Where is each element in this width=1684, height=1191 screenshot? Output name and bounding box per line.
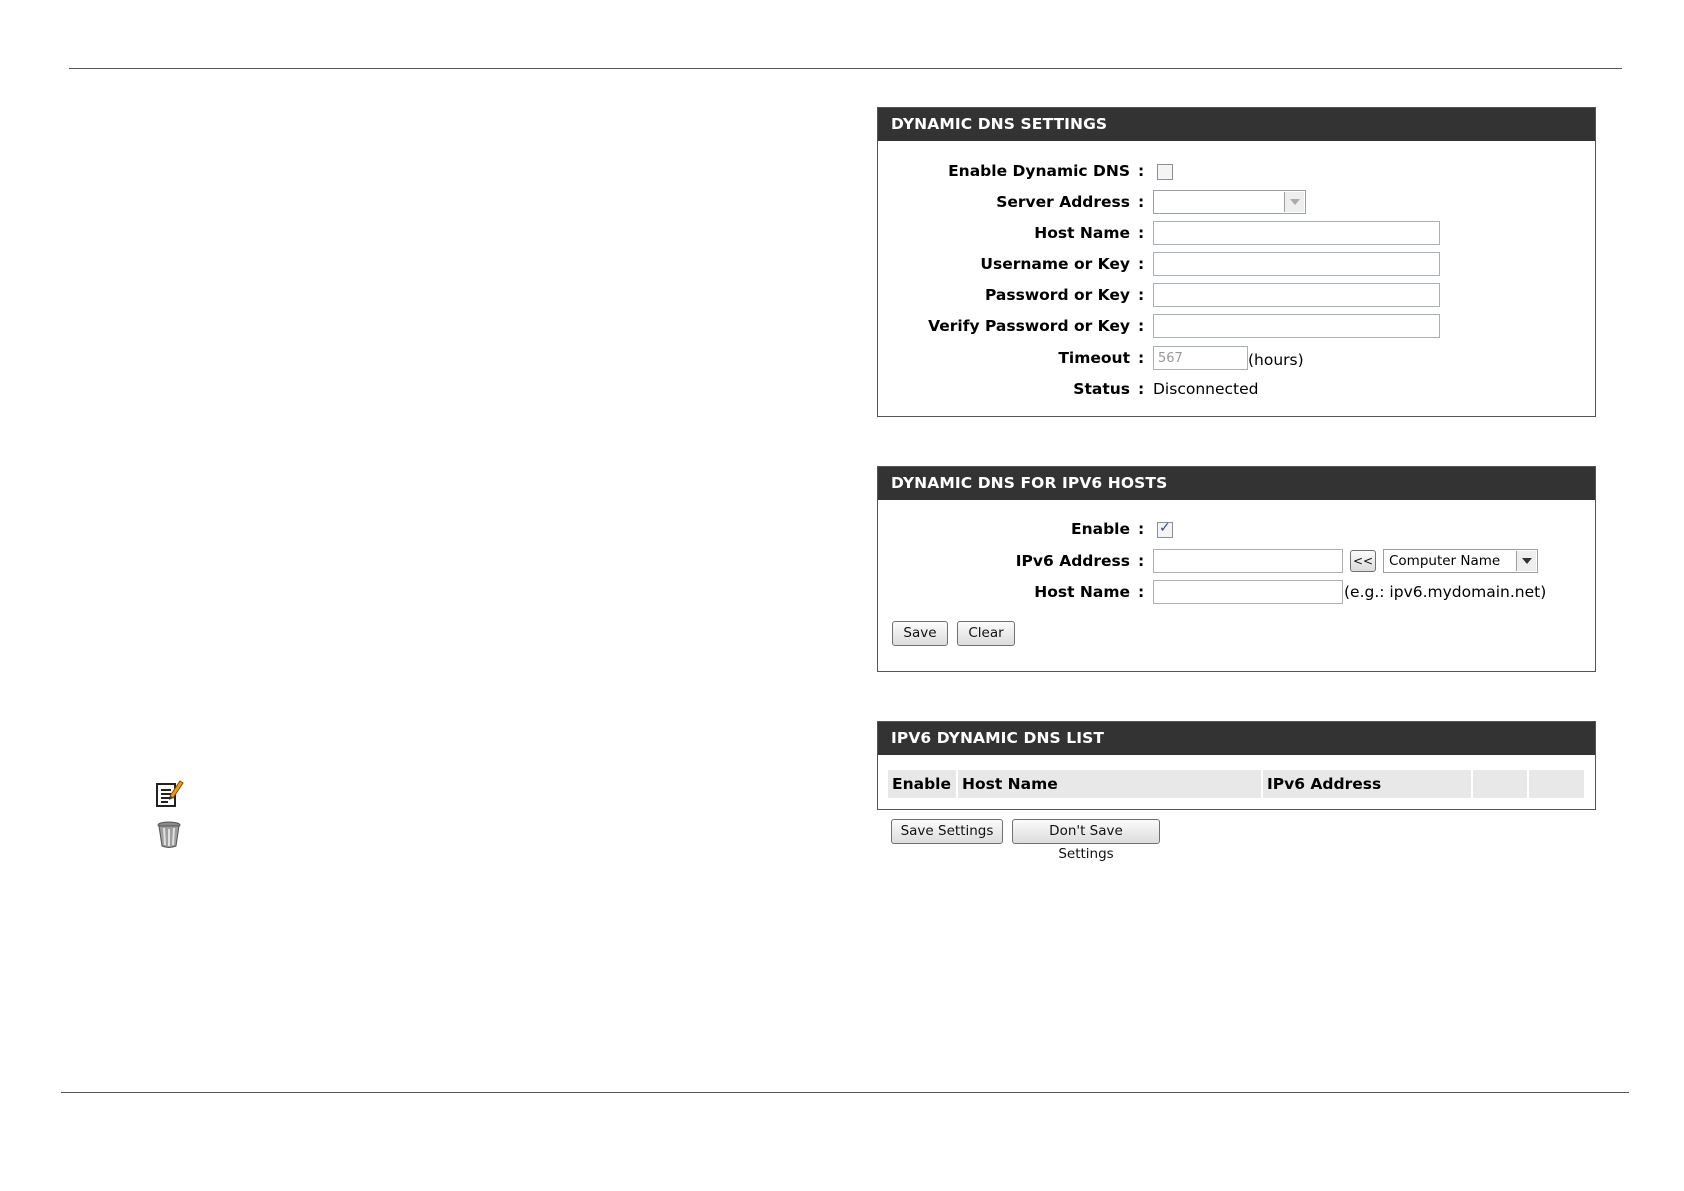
enable-ddns-checkbox[interactable] (1157, 164, 1173, 180)
colon: : (1138, 224, 1145, 242)
host-name-hint: (e.g.: ipv6.mydomain.net) (1344, 583, 1547, 601)
ipv6-host-name-label: Host Name (1034, 583, 1130, 601)
chevron-down-icon (1284, 192, 1304, 212)
verify-password-input[interactable] (1153, 314, 1440, 338)
ipv6-enable-row (878, 516, 1597, 542)
status-value: Disconnected (1153, 380, 1259, 398)
colon: : (1138, 583, 1145, 601)
column-ipv6-address: IPv6 Address (1263, 770, 1471, 798)
copy-address-button[interactable]: << (1350, 550, 1376, 572)
enable-ddns-row (878, 158, 1597, 184)
panel-title: DYNAMIC DNS SETTINGS (878, 108, 1595, 141)
top-divider (69, 68, 1622, 69)
ipv6-enable-checkbox[interactable] (1157, 522, 1173, 538)
status-row (878, 376, 1597, 402)
computer-name-value: Computer Name (1389, 553, 1501, 569)
table-header (888, 770, 1586, 798)
username-row (878, 251, 1597, 277)
timeout-input[interactable] (1153, 346, 1248, 370)
host-name-label: Host Name (1034, 224, 1130, 242)
ipv6-address-row (878, 548, 1597, 574)
bottom-divider (61, 1092, 1629, 1093)
server-address-row (878, 189, 1597, 215)
server-address-select[interactable] (1153, 190, 1306, 214)
column-host-name: Host Name (958, 770, 1261, 798)
colon: : (1138, 317, 1145, 335)
ipv6-hosts-panel (877, 466, 1596, 672)
colon: : (1138, 255, 1145, 273)
colon: : (1138, 520, 1145, 538)
password-label: Password or Key (984, 286, 1130, 304)
clear-button[interactable]: Clear (957, 621, 1015, 646)
edit-icon (154, 778, 184, 810)
host-name-row (878, 220, 1597, 246)
timeout-unit: (hours) (1248, 351, 1304, 369)
save-button[interactable]: Save (892, 621, 948, 646)
timeout-row (878, 345, 1597, 371)
username-label: Username or Key (980, 255, 1130, 273)
column-delete (1529, 770, 1584, 798)
colon: : (1138, 552, 1145, 570)
status-label: Status (1073, 380, 1130, 398)
dynamic-dns-settings-panel (877, 107, 1596, 417)
computer-name-select[interactable] (1383, 549, 1538, 573)
colon: : (1138, 193, 1145, 211)
column-enable: Enable (888, 770, 956, 798)
username-input[interactable] (1153, 252, 1440, 276)
timeout-label: Timeout (1058, 349, 1130, 367)
colon: : (1138, 349, 1145, 367)
dont-save-settings-button[interactable]: Don't Save Settings (1012, 819, 1160, 844)
save-settings-button[interactable]: Save Settings (891, 819, 1003, 844)
ipv6-host-name-row (878, 579, 1597, 605)
panel-title: DYNAMIC DNS FOR IPV6 HOSTS (878, 467, 1595, 500)
password-input[interactable] (1153, 283, 1440, 307)
enable-ddns-label: Enable Dynamic DNS (948, 162, 1130, 180)
colon: : (1138, 162, 1145, 180)
ipv6-address-input[interactable] (1153, 549, 1343, 573)
ipv6-host-name-input[interactable] (1153, 580, 1343, 604)
ipv6-address-label: IPv6 Address (1015, 552, 1130, 570)
password-row (878, 282, 1597, 308)
trash-icon (154, 818, 184, 850)
verify-password-row (878, 313, 1597, 339)
server-address-label: Server Address (996, 193, 1130, 211)
colon: : (1138, 380, 1145, 398)
column-edit (1473, 770, 1527, 798)
verify-password-label: Verify Password or Key (928, 317, 1130, 335)
ipv6-enable-label: Enable (1070, 520, 1130, 538)
panel-title: IPV6 DYNAMIC DNS LIST (878, 722, 1595, 755)
ipv6-ddns-list-panel (877, 721, 1596, 810)
chevron-down-icon (1516, 551, 1536, 571)
host-name-input[interactable] (1153, 221, 1440, 245)
colon: : (1138, 286, 1145, 304)
